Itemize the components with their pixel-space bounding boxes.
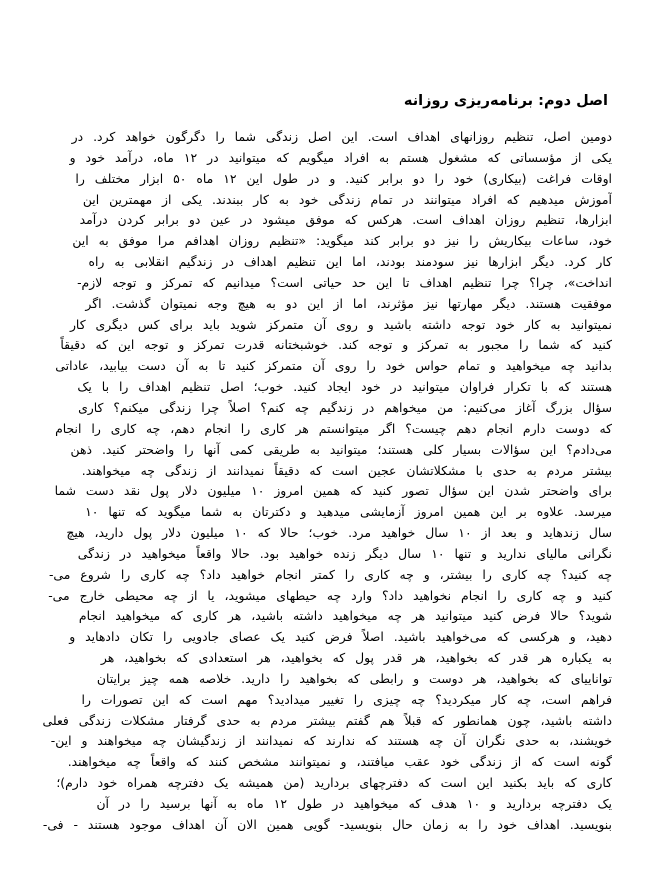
text-line: موفقیت هستند. دیگر مهارتها نیز مؤثرند، اما از این دو به هیچ وجه نمیتوان گذشت. اگر	[85, 295, 612, 311]
text-line: انداخت»، چرا؟ چرا تنظیم اهداف تا این حد حیاتی است؟ میدانیم که تمرکز و توجه لازم-	[77, 274, 612, 290]
text-line: بنویسید. اهداف خود را به زمان حال بنویسید- گویی همین الان آن اهداف موجود هستند - فی-	[42, 816, 612, 832]
text-line: چه کنید؟ چه کاری را بیشتر، و چه کاری را کمتر انجام خواهید داد؟ چه کاری را شروع می-	[48, 566, 612, 582]
text-line: یک دفترچه بردارید و ۱۰ هدف که میخواهید در طول ۱۲ ماه به آنها برسید را در آن	[96, 796, 612, 811]
text-line: کاری که باید بکنید این است که دفترچهای بردارید (من همیشه یک دفترچه همراه خود دارم)؛	[56, 775, 612, 791]
text-line: خود، ساعات بیکاریش را نیز دو برابر کند میگوید: «تنظیم روزان اهدافم مرا موفق به این	[72, 233, 612, 249]
text-line: برای واضحتر شدن این سؤال تصور کنید که همین امروز ۱۰ میلیون دلار پول نقد دست شما	[54, 483, 612, 499]
text-line: به یکباره هر قدر که بخواهید، هر قدر پول که بخواهید، هر استعدادی که بخواهید، هر	[100, 650, 612, 666]
text-line: خویشند، به حدی نگران آن چه هستند که ندارند که نمیدانند از زندگیشان چه میخواهند و این-	[50, 733, 612, 749]
text-line: سؤال بزرگ آغاز می‌کنیم: من میخواهم در زندگیم چه کنم؟ اصلاً چرا زندگی میکنم؟ کاری	[78, 399, 612, 415]
text-line: تواناییای که بخواهید، هر دوست و رابطی که بخواهید را دارید. خلاصه همه چیز برایتان	[96, 670, 612, 686]
text-line: بیشتر مردم به حدی با مشکلاتشان عجین است که دقیقاً نمیدانند از زندگی چه میخواهند.	[81, 462, 612, 478]
text-line: هستند که با تکرار فراوان میتوانید در خود ایجاد کنید. خوب؛ اصل تنظیم اهداف را با یک	[77, 379, 612, 395]
text-line: ابزارها، تنظیم روزان اهداف است. هرکس که موفق میشود در عین دو برابر کردن درآمد	[79, 212, 612, 228]
text-line: شوید؟ حالا فرض کنید میتوانید هر چه میخواهید داشته باشید، هر کاری که میخواهید انجام	[78, 608, 612, 624]
text-line: گونه است که از زندگی خود عقب میافتند، و نمیتوانند مشخص کنند که واقعاً چه میخواهند.	[67, 754, 612, 770]
text-line: نگرانی مالیای ندارید و تنها ۱۰ سال دیگر زنده خواهید بود. حالا واقعاً میخواهید در زندگی	[77, 545, 612, 561]
section-title: اصل دوم: برنامه‌ریزی روزانه	[403, 93, 608, 109]
text-line: آموزش میدهیم که افراد میتوانند در تمام زندگی خود به کار ببندند. یکی از مهمترین این	[82, 191, 612, 207]
text-line: میرسد. علاوه بر این همین امروز آزمایشی میدهید و دکترتان به شما میگوید که تنها ۱۰	[85, 504, 612, 520]
text-line: بدانید چه میخواهید و تمام حواس خود را روی آن متمرکز کنید تا به آن دست بیابید، عاداتی	[55, 358, 612, 374]
text-line: کنید و چه کاری را انجام نخواهید داد؟ وارد چه حیطهای میشوید، یا از چه محیطی خارج می-	[48, 587, 612, 603]
text-line: کنید که شما را مجبور به تمرکز و توجه کند. خوشبختانه قدرت تمرکز و توجه این که دقیقاً	[60, 337, 612, 353]
text-line: داشته باشید، چون همانطور که قبلاً هم گفتم بیشتر مردم به حدی گرفتار مشکلات زندگی فعلی	[42, 712, 612, 728]
text-line: نمیتوانید به کار خود توجه داشته باشید و روی آن متمرکز شوید باید برای کس دیگری کار	[69, 316, 612, 332]
text-line: کار کرد. دیگر ابزارها نیز سودمند بودند، اما این تنظیم اهداف در زندگیم انقلابی به راه	[88, 254, 612, 270]
text-line: که دوست دارم انجام دهم چیست؟ اگر میتوانستم هر کاری را انجام دهم، چه کاری را انجام	[55, 420, 612, 436]
text-line: می‌دادم؟ این سؤالات بسیار کلی هستند؛ میتوانید به طریقی کمی آنها را واضحتر کنید. ذهن	[70, 441, 612, 457]
text-line: فراهم است، چه کار میکردید؟ چه چیزی را تغییر میدادید؟ مهم است که این تصورات را	[81, 691, 612, 707]
text-line: سال زندهاید و بعد از ۱۰ سال خواهید مرد. خوب؛ حالا که ۱۰ میلیون دلار پول دارید، هیچ	[66, 525, 612, 541]
text-line: دومین اصل، تنظیم روزانهای اهداف است. این اصل زندگی شما را دگرگون خواهد کرد. در	[71, 129, 612, 144]
text-line: دهید، و هرکسی که می‌خواهید باشید. اصلاً فرض کنید یک عصای جادویی را تکان دادهاید و	[69, 629, 612, 645]
text-line: اوقات فراغت (بیکاری) خود را دو برابر کنید. و در طول این ۱۲ ماه ۵۰ ابزار مختلف را	[75, 170, 612, 186]
text-line: یکی از مؤسساتی که مشغول هستم به افراد میگویم که میتوانید در ۱۲ ماه، درآمد خود و	[69, 149, 612, 165]
body-paragraph	[42, 127, 612, 836]
